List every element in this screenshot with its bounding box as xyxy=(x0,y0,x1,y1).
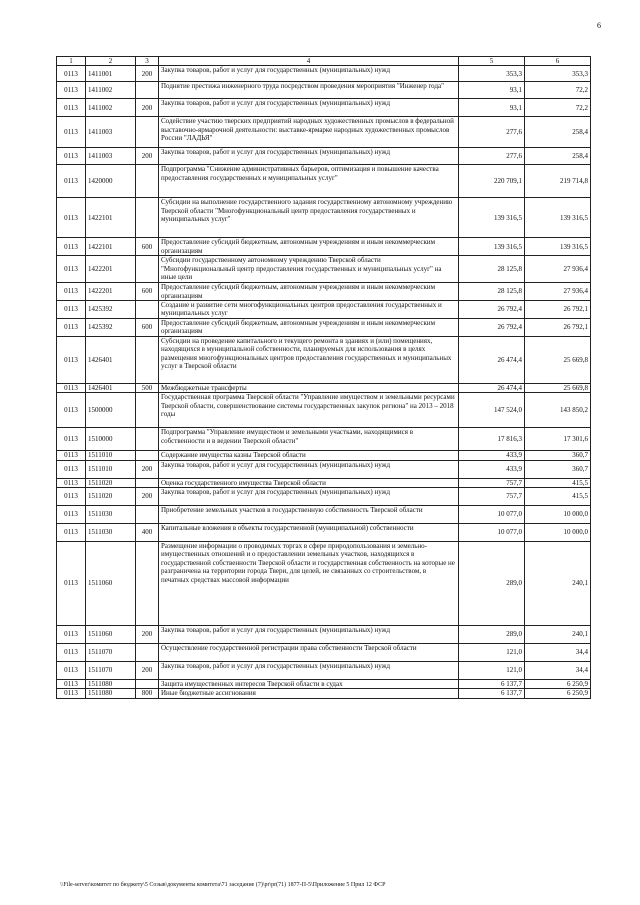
expense-type-cell xyxy=(136,451,159,460)
section-code-cell: 0113 xyxy=(57,644,86,662)
section-code-cell: 0113 xyxy=(57,478,86,487)
target-code-cell: 1411003 xyxy=(86,117,136,148)
amount-actual-cell: 258,4 xyxy=(525,117,591,148)
amount-actual-cell: 353,3 xyxy=(525,66,591,82)
section-code-cell: 0113 xyxy=(57,66,86,82)
amount-actual-cell: 25 669,8 xyxy=(525,336,591,383)
amount-actual-cell: 26 792,1 xyxy=(525,319,591,337)
column-header: 3 xyxy=(136,57,159,66)
expense-type-cell: 200 xyxy=(136,99,159,117)
page-number: 6 xyxy=(597,21,601,30)
expense-type-cell xyxy=(136,117,159,148)
target-code-cell: 1422201 xyxy=(86,283,136,301)
expense-type-cell xyxy=(136,680,159,689)
table-row xyxy=(57,451,591,460)
section-code-cell: 0113 xyxy=(57,256,86,283)
target-code-cell: 1422101 xyxy=(86,198,136,238)
target-code-cell: 1511060 xyxy=(86,626,136,644)
table-row xyxy=(57,478,591,487)
expense-type-cell xyxy=(136,82,159,99)
expense-type-cell xyxy=(136,301,159,319)
table-row xyxy=(57,644,591,662)
expense-type-cell xyxy=(136,336,159,383)
amount-actual-cell: 240,1 xyxy=(525,542,591,626)
table-row xyxy=(57,99,591,117)
target-code-cell: 1511010 xyxy=(86,460,136,478)
section-code-cell: 0113 xyxy=(57,238,86,256)
section-code-cell: 0113 xyxy=(57,336,86,383)
target-code-cell: 1500000 xyxy=(86,393,136,428)
table-row xyxy=(57,662,591,680)
amount-actual-cell: 72,2 xyxy=(525,99,591,117)
expense-type-cell xyxy=(136,428,159,451)
amount-planned-cell: 757,7 xyxy=(459,488,525,506)
column-header: 5 xyxy=(459,57,525,66)
amount-actual-cell: 17 301,6 xyxy=(525,428,591,451)
target-code-cell: 1511060 xyxy=(86,542,136,626)
target-code-cell: 1411003 xyxy=(86,148,136,165)
section-code-cell: 0113 xyxy=(57,198,86,238)
target-code-cell: 1511070 xyxy=(86,644,136,662)
table-row xyxy=(57,336,591,383)
section-code-cell: 0113 xyxy=(57,488,86,506)
amount-planned-cell: 28 125,8 xyxy=(459,283,525,301)
table-row xyxy=(57,626,591,644)
description-cell: Закупка товаров, работ и услуг для государственных (муниципальных) нужд xyxy=(159,488,459,506)
description-cell: Закупка товаров, работ и услуг для государственных (муниципальных) нужд xyxy=(159,148,459,165)
description-cell: Размещение информации о проводимых торгах в сфере природопользования и земельно-имущественных отношений и о предоставлении земельных участков, находящихся в государственной собственности Тверской области и государственная собственность на которые не разграничена на территории города Твери, для целей, не связанных со строительством, в печатных средствах массовой информации xyxy=(159,542,459,626)
amount-planned-cell: 433,9 xyxy=(459,451,525,460)
target-code-cell: 1510000 xyxy=(86,428,136,451)
description-cell: Капитальные вложения в объекты государственной (муниципальной) собственности xyxy=(159,524,459,542)
table-row xyxy=(57,66,591,82)
section-code-cell: 0113 xyxy=(57,662,86,680)
table-row xyxy=(57,283,591,301)
description-cell: Приобретение земельных участков в государственную собственность Тверской области xyxy=(159,506,459,524)
section-code-cell: 0113 xyxy=(57,301,86,319)
description-cell: Создание и развитие сети многофункциональных центров предоставления государственных и муниципальных услуг xyxy=(159,301,459,319)
expense-type-cell: 800 xyxy=(136,689,159,698)
amount-actual-cell: 72,2 xyxy=(525,82,591,99)
amount-actual-cell: 240,1 xyxy=(525,626,591,644)
amount-actual-cell: 26 792,1 xyxy=(525,301,591,319)
target-code-cell: 1426401 xyxy=(86,383,136,392)
description-cell: Предоставление субсидий бюджетным, автономным учреждениям и иным некоммерческим организациям xyxy=(159,283,459,301)
table-row xyxy=(57,524,591,542)
amount-planned-cell: 139 316,5 xyxy=(459,238,525,256)
budget-table xyxy=(56,56,591,699)
expense-type-cell xyxy=(136,256,159,283)
table-row xyxy=(57,488,591,506)
description-cell: Закупка товаров, работ и услуг для государственных (муниципальных) нужд xyxy=(159,99,459,117)
amount-actual-cell: 10 000,0 xyxy=(525,506,591,524)
table-body xyxy=(57,66,591,698)
description-cell: Государственная программа Тверской области "Управление имуществом и земельными ресурсами Тверской области, совершенствование системы государственных закупок региона" на 2013 – 2018 годы xyxy=(159,393,459,428)
expense-type-cell: 600 xyxy=(136,238,159,256)
section-code-cell: 0113 xyxy=(57,165,86,198)
section-code-cell: 0113 xyxy=(57,506,86,524)
section-code-cell: 0113 xyxy=(57,428,86,451)
amount-planned-cell: 6 137,7 xyxy=(459,680,525,689)
table-row xyxy=(57,689,591,698)
description-cell: Иные бюджетные ассигнования xyxy=(159,689,459,698)
amount-planned-cell: 277,6 xyxy=(459,148,525,165)
amount-planned-cell: 289,0 xyxy=(459,626,525,644)
table-row xyxy=(57,117,591,148)
table-row xyxy=(57,319,591,337)
amount-planned-cell: 121,0 xyxy=(459,644,525,662)
description-cell: Закупка товаров, работ и услуг для государственных (муниципальных) нужд xyxy=(159,662,459,680)
amount-actual-cell: 360,7 xyxy=(525,451,591,460)
amount-planned-cell: 26 792,4 xyxy=(459,319,525,337)
amount-actual-cell: 27 936,4 xyxy=(525,283,591,301)
amount-planned-cell: 433,9 xyxy=(459,460,525,478)
amount-actual-cell: 139 316,5 xyxy=(525,198,591,238)
target-code-cell: 1422201 xyxy=(86,256,136,283)
amount-actual-cell: 34,4 xyxy=(525,662,591,680)
section-code-cell: 0113 xyxy=(57,82,86,99)
expense-type-cell xyxy=(136,506,159,524)
amount-planned-cell: 121,0 xyxy=(459,662,525,680)
description-cell: Межбюджетные трансферты xyxy=(159,383,459,392)
table-row xyxy=(57,198,591,238)
section-code-cell: 0113 xyxy=(57,689,86,698)
description-cell: Осуществление государственной регистрации права собственности Тверской области xyxy=(159,644,459,662)
column-header: 1 xyxy=(57,57,86,66)
target-code-cell: 1425392 xyxy=(86,301,136,319)
table-row xyxy=(57,82,591,99)
description-cell: Содержание имущества казны Тверской области xyxy=(159,451,459,460)
target-code-cell: 1511030 xyxy=(86,506,136,524)
target-code-cell: 1511010 xyxy=(86,451,136,460)
table-row xyxy=(57,428,591,451)
amount-planned-cell: 220 709,1 xyxy=(459,165,525,198)
amount-planned-cell: 26 474,4 xyxy=(459,383,525,392)
amount-actual-cell: 25 669,8 xyxy=(525,383,591,392)
description-cell: Субсидии государственному автономному учреждению Тверской области "Многофункциональный центр предоставления государственных и муниципальных услуг" на иные цели xyxy=(159,256,459,283)
section-code-cell: 0113 xyxy=(57,283,86,301)
table-row xyxy=(57,301,591,319)
amount-planned-cell: 147 524,0 xyxy=(459,393,525,428)
description-cell: Предоставление субсидий бюджетным, автономным учреждениям и иным некоммерческим организациям xyxy=(159,319,459,337)
section-code-cell: 0113 xyxy=(57,99,86,117)
description-cell: Субсидии на проведение капитального и текущего ремонта в зданиях и (или) помещениях, находящихся в муниципальной собственности, планируемых для использования в целях размещения многофункциональных центров предоставления государственных и муниципальных услуг в Тверской области xyxy=(159,336,459,383)
column-header: 2 xyxy=(86,57,136,66)
expense-type-cell: 600 xyxy=(136,283,159,301)
amount-planned-cell: 10 077,0 xyxy=(459,524,525,542)
table-row xyxy=(57,238,591,256)
amount-planned-cell: 10 077,0 xyxy=(459,506,525,524)
table-row xyxy=(57,256,591,283)
target-code-cell: 1411002 xyxy=(86,82,136,99)
amount-planned-cell: 28 125,8 xyxy=(459,256,525,283)
section-code-cell: 0113 xyxy=(57,117,86,148)
target-code-cell: 1426401 xyxy=(86,336,136,383)
expense-type-cell: 400 xyxy=(136,524,159,542)
target-code-cell: 1511080 xyxy=(86,689,136,698)
target-code-cell: 1411001 xyxy=(86,66,136,82)
column-header: 4 xyxy=(159,57,459,66)
section-code-cell: 0113 xyxy=(57,148,86,165)
section-code-cell: 0113 xyxy=(57,319,86,337)
description-cell: Подпрограмма "Управление имуществом и земельными участками, находящимися в собственности и в ведении Тверской области" xyxy=(159,428,459,451)
target-code-cell: 1511030 xyxy=(86,524,136,542)
expense-type-cell xyxy=(136,478,159,487)
description-cell: Содействие участию тверских предприятий народных художественных промыслов в федеральной выставочно-ярмарочной деятельности: выставке-ярмарке народных художественных промыслов России "ЛАДЬЯ" xyxy=(159,117,459,148)
expense-type-cell: 200 xyxy=(136,626,159,644)
target-code-cell: 1422101 xyxy=(86,238,136,256)
description-cell: Закупка товаров, работ и услуг для государственных (муниципальных) нужд xyxy=(159,66,459,82)
amount-planned-cell: 93,1 xyxy=(459,82,525,99)
target-code-cell: 1511080 xyxy=(86,680,136,689)
table-row xyxy=(57,148,591,165)
table-row xyxy=(57,393,591,428)
table-row xyxy=(57,506,591,524)
amount-actual-cell: 258,4 xyxy=(525,148,591,165)
file-path-footer: \\File-server\комитет по бюджету\5 Созыв\документы комитета\71 заседание (7)\pr\pr(71) 1877-П-5\Приложение 5 Прил 12 ФСР xyxy=(60,882,386,888)
amount-planned-cell: 139 316,5 xyxy=(459,198,525,238)
table-row xyxy=(57,383,591,392)
amount-actual-cell: 6 250,9 xyxy=(525,689,591,698)
expense-type-cell: 200 xyxy=(136,662,159,680)
section-code-cell: 0113 xyxy=(57,383,86,392)
expense-type-cell xyxy=(136,198,159,238)
section-code-cell: 0113 xyxy=(57,460,86,478)
description-cell: Субсидии на выполнение государственного задания государственному автономному учреждению Тверской области "Многофункциональный центр предоставления государственных и муниципальных услуг" xyxy=(159,198,459,238)
table-row xyxy=(57,460,591,478)
expense-type-cell xyxy=(136,165,159,198)
section-code-cell: 0113 xyxy=(57,626,86,644)
table-row xyxy=(57,542,591,626)
target-code-cell: 1511070 xyxy=(86,662,136,680)
description-cell: Закупка товаров, работ и услуг для государственных (муниципальных) нужд xyxy=(159,460,459,478)
amount-planned-cell: 289,0 xyxy=(459,542,525,626)
expense-type-cell xyxy=(136,644,159,662)
section-code-cell: 0113 xyxy=(57,524,86,542)
description-cell: Поднятие престижа инженерного труда посредством проведения мероприятия "Инженер года" xyxy=(159,82,459,99)
column-header: 6 xyxy=(525,57,591,66)
expense-type-cell: 200 xyxy=(136,460,159,478)
amount-actual-cell: 27 936,4 xyxy=(525,256,591,283)
amount-actual-cell: 360,7 xyxy=(525,460,591,478)
amount-planned-cell: 353,3 xyxy=(459,66,525,82)
amount-planned-cell: 17 816,3 xyxy=(459,428,525,451)
section-code-cell: 0113 xyxy=(57,680,86,689)
amount-actual-cell: 415,5 xyxy=(525,478,591,487)
amount-actual-cell: 415,5 xyxy=(525,488,591,506)
description-cell: Подпрограмма "Снижение административных барьеров, оптимизация и повышение качества предоставления государственных и муниципальных услуг" xyxy=(159,165,459,198)
description-cell: Защита имущественных интересов Тверской области в судах xyxy=(159,680,459,689)
amount-planned-cell: 26 792,4 xyxy=(459,301,525,319)
table-header-row xyxy=(57,57,591,66)
amount-actual-cell: 34,4 xyxy=(525,644,591,662)
section-code-cell: 0113 xyxy=(57,393,86,428)
target-code-cell: 1420000 xyxy=(86,165,136,198)
description-cell: Закупка товаров, работ и услуг для государственных (муниципальных) нужд xyxy=(159,626,459,644)
table-row xyxy=(57,680,591,689)
expense-type-cell: 200 xyxy=(136,66,159,82)
amount-planned-cell: 277,6 xyxy=(459,117,525,148)
expense-type-cell: 500 xyxy=(136,383,159,392)
expense-type-cell xyxy=(136,542,159,626)
expense-type-cell: 200 xyxy=(136,148,159,165)
expense-type-cell: 600 xyxy=(136,319,159,337)
description-cell: Предоставление субсидий бюджетным, автономным учреждениям и иным некоммерческим организациям xyxy=(159,238,459,256)
target-code-cell: 1511020 xyxy=(86,488,136,506)
expense-type-cell: 200 xyxy=(136,488,159,506)
amount-actual-cell: 143 850,2 xyxy=(525,393,591,428)
target-code-cell: 1411002 xyxy=(86,99,136,117)
amount-planned-cell: 6 137,7 xyxy=(459,689,525,698)
target-code-cell: 1425392 xyxy=(86,319,136,337)
target-code-cell: 1511020 xyxy=(86,478,136,487)
amount-planned-cell: 757,7 xyxy=(459,478,525,487)
amount-actual-cell: 219 714,8 xyxy=(525,165,591,198)
expense-type-cell xyxy=(136,393,159,428)
amount-planned-cell: 93,1 xyxy=(459,99,525,117)
table-row xyxy=(57,165,591,198)
amount-planned-cell: 26 474,4 xyxy=(459,336,525,383)
description-cell: Оценка государственного имущества Тверской области xyxy=(159,478,459,487)
amount-actual-cell: 139 316,5 xyxy=(525,238,591,256)
amount-actual-cell: 10 000,0 xyxy=(525,524,591,542)
section-code-cell: 0113 xyxy=(57,451,86,460)
section-code-cell: 0113 xyxy=(57,542,86,626)
amount-actual-cell: 6 250,9 xyxy=(525,680,591,689)
